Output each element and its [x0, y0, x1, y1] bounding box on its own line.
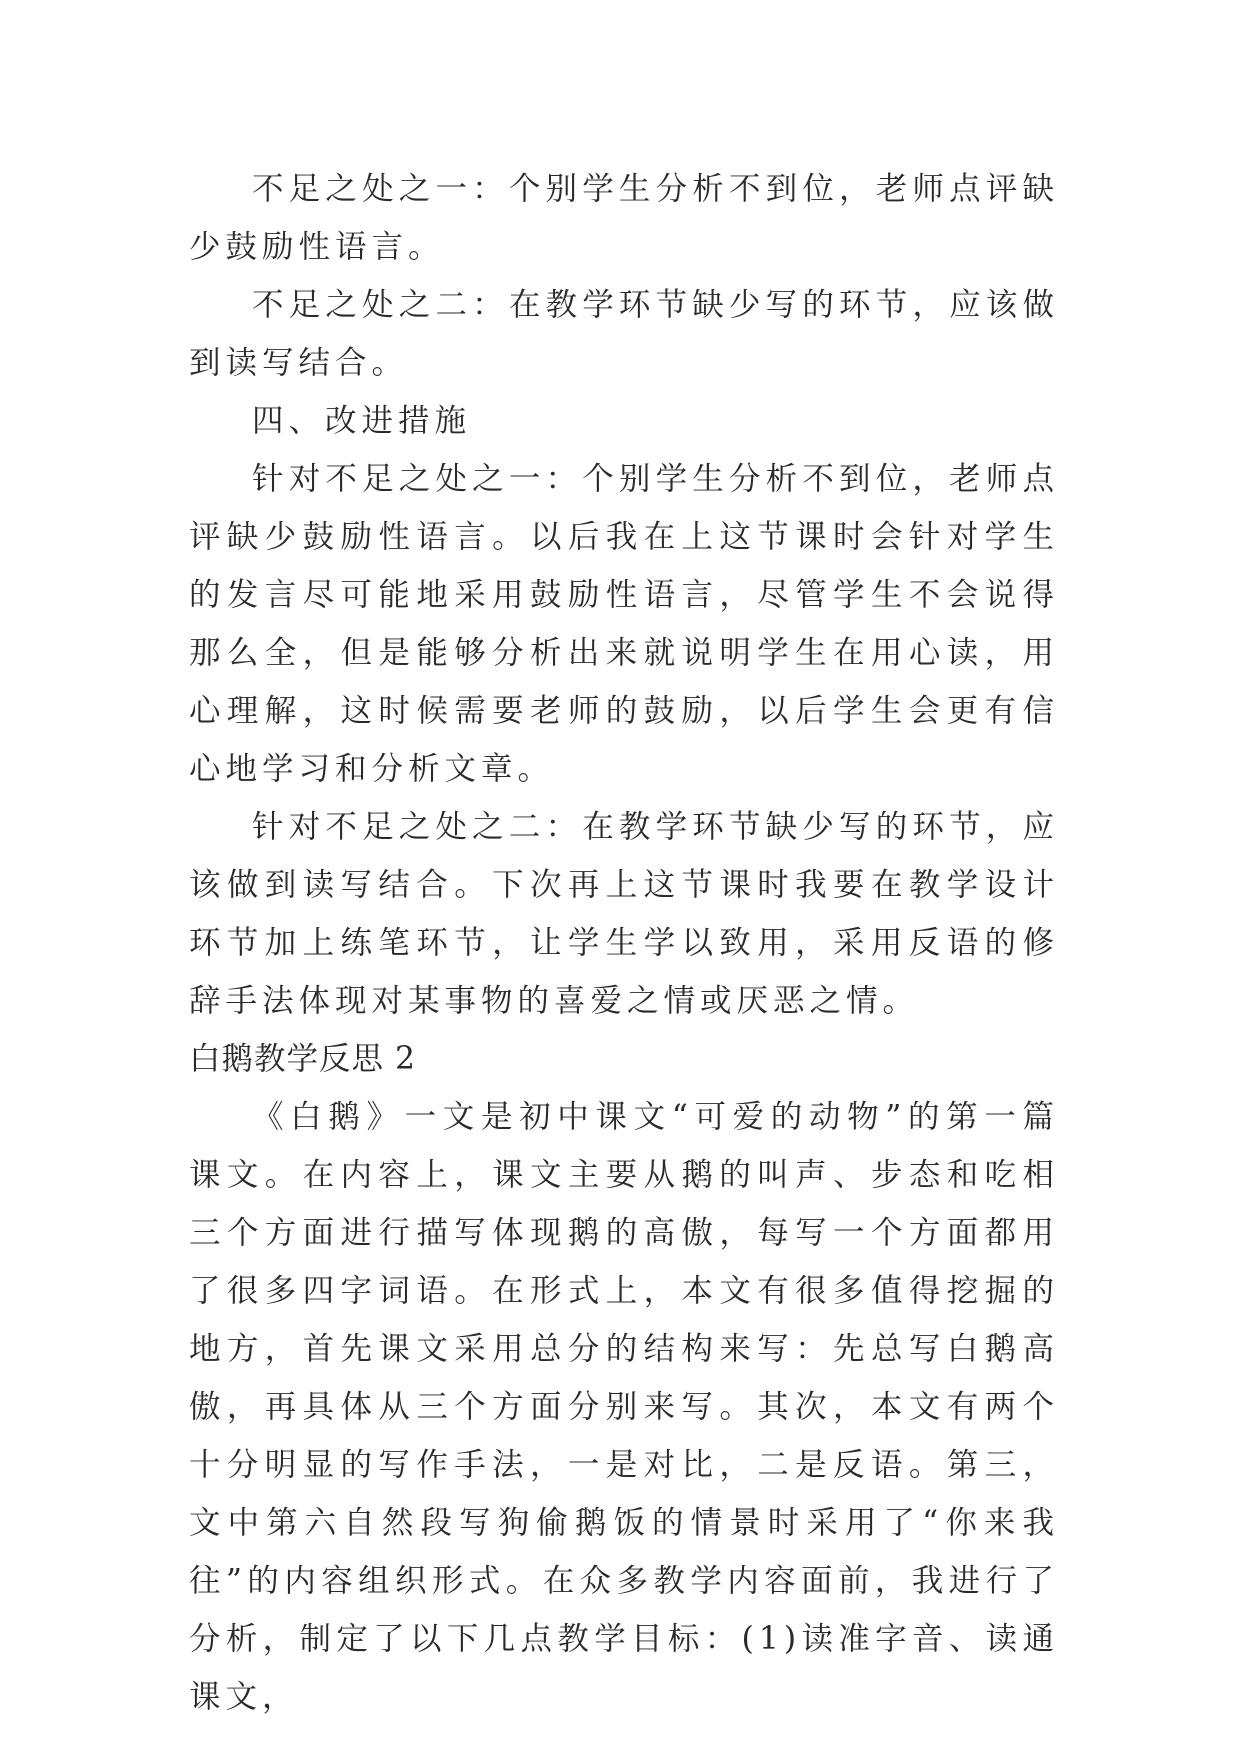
- section-heading: 四、改进措施: [252, 403, 472, 439]
- improvement-one-paragraph: 针对不足之处之一：个别学生分析不到位，老师点评缺少鼓励性语言。以后我在上这节课时会针对学生的发言尽可能地采用鼓励性语言，尽管学生不会说得那么全，但是能够分析出来就说明学生在用心读，用心理解，这时候需要老师的鼓励，以后学生会更有信心地学习和分析文章。: [189, 461, 1059, 787]
- article-body-paragraph: 《白鹅》一文是初中课文“可爱的动物”的第一篇课文。在内容上，课文主要从鹅的叫声、步态和吃相三个方面进行描写体现鹅的高傲，每写一个方面都用了很多四字词语。在形式上，本文有很多值得挖掘的地方，首先课文采用总分的结构来写：先总写白鹅高傲，再具体从三个方面分别来写。其次，本文有两个十分明显的写作手法，一是对比，二是反语。第三，文中第六自然段写狗偷鹅饭的情景时采用了“你来我往”的内容组织形式。在众多教学内容面前，我进行了分析，制定了以下几点教学目标：(1)读准字音、读通课文，: [189, 1099, 1059, 1715]
- article-title: 白鹅教学反思 2: [189, 1041, 417, 1077]
- shortcoming-two-paragraph: 不足之处之二：在教学环节缺少写的环节，应该做到读写结合。: [189, 287, 1059, 381]
- shortcoming-one-paragraph: 不足之处之一：个别学生分析不到位，老师点评缺少鼓励性语言。: [189, 171, 1059, 265]
- improvement-two-paragraph: 针对不足之处之二：在教学环节缺少写的环节，应该做到读写结合。下次再上这节课时我要在教学设计环节加上练笔环节，让学生学以致用，采用反语的修辞手法体现对某事物的喜爱之情或厌恶之情。: [189, 809, 1059, 1019]
- document-body: [189, 160, 1059, 1726]
